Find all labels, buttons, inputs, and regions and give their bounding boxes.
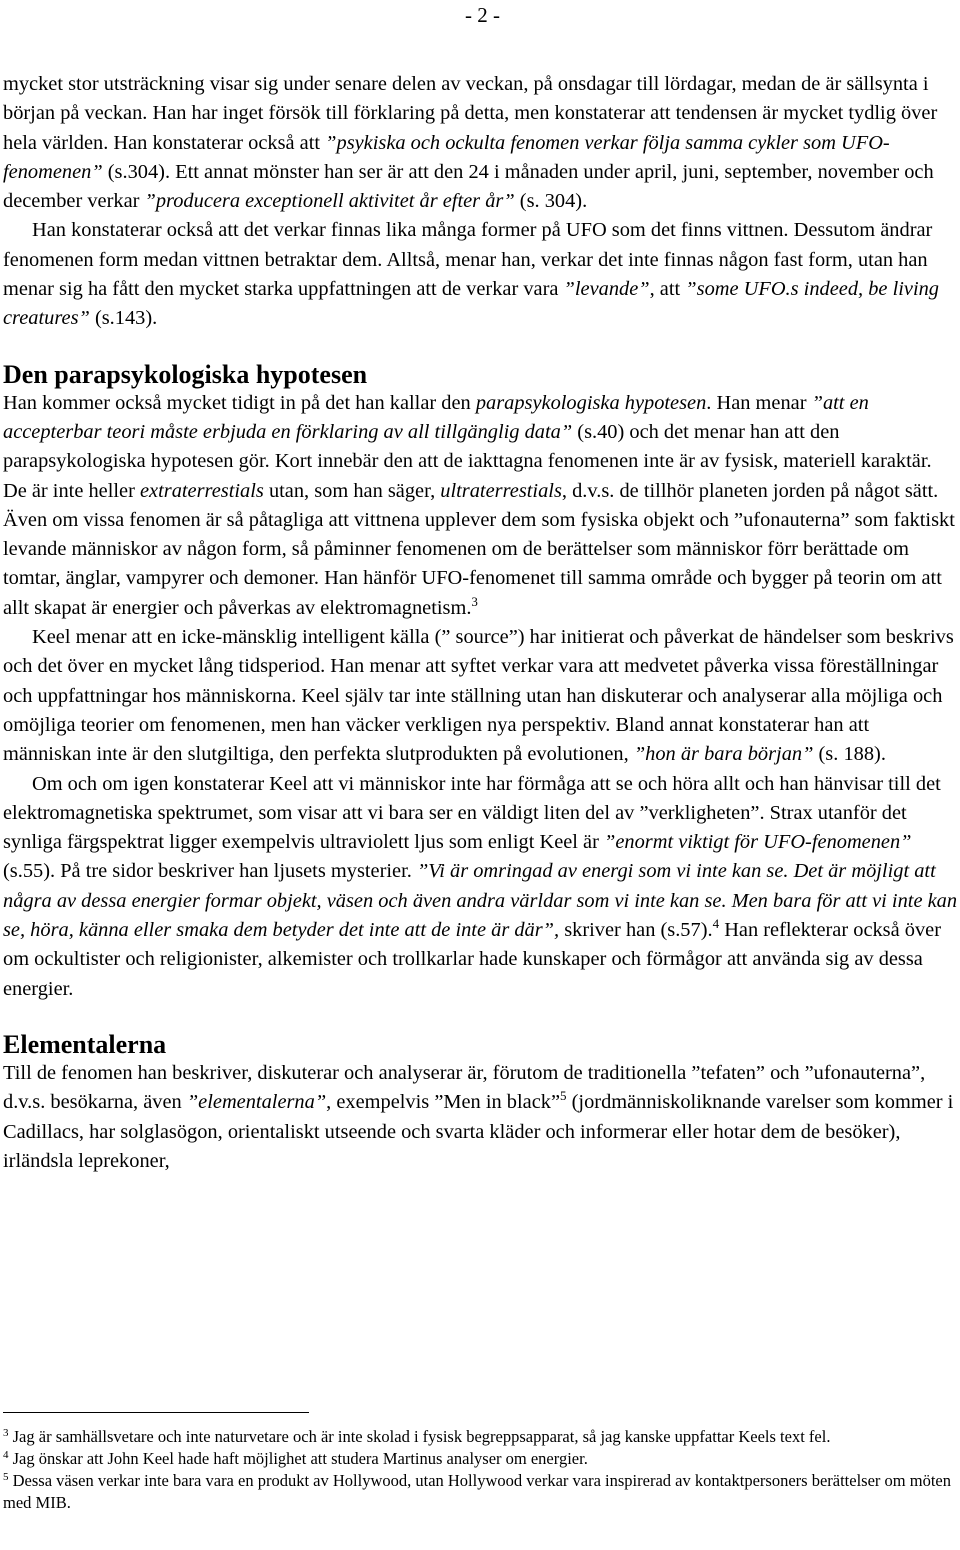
paragraph-6 bbox=[3, 1059, 959, 1176]
term-italic: extraterrestials bbox=[140, 479, 264, 502]
paragraph-3 bbox=[3, 389, 959, 623]
footnote-ref-3: 3 bbox=[471, 593, 478, 609]
footnote-separator bbox=[3, 1412, 309, 1413]
term-italic: ultraterrestials bbox=[440, 479, 562, 502]
text-run: utan, som han säger, bbox=[263, 479, 441, 502]
paragraph-1 bbox=[3, 70, 959, 216]
text-run: Om och om igen konstaterar Keel att vi människor inte har förmåga att se och höra allt och han hänvisar till det elektromagnetiska spektrumet, som visar att vi bara ser en väldigt liten del av ”verkligheten”. Strax utanför det synliga färgspektrat ligger exempelvis ultraviolett ljus som enligt Keel är bbox=[3, 772, 941, 854]
quote-italic: ”psykiska och ockulta fenomen verkar följa samma cykler som UFO-fenomenen” bbox=[3, 131, 890, 183]
paragraph-2 bbox=[3, 216, 959, 333]
page-number: - 2 - bbox=[465, 3, 500, 27]
text-run: (s. 304). bbox=[514, 190, 588, 213]
text-run: (s.304). Ett annat mönster han ser är att den 24 i månaden under april, juni, september, november och december verkar bbox=[3, 160, 934, 213]
footnote-number: 5 bbox=[3, 1471, 9, 1483]
text-run: Han kommer också mycket tidigt in på det han kallar den bbox=[3, 391, 476, 414]
quote-italic: ”Vi är omringad av energi som vi inte kan se. Det är möjligt att några av dessa energier formar objekt, väsen och även andra världar som vi inte kan se. Men bara för att vi inte kan se, höra, känna eller smaka dem betyder det inte att de inte är där”, bbox=[3, 860, 958, 942]
footnote-number: 3 bbox=[3, 1427, 9, 1439]
text-run: Keel menar att en icke-mänsklig intelligent källa (” source”) har initierat och påverkat de händelser som beskrivs och det över en mycket lång tidsperiod. Han menar att syftet verkar vara att medvetet påverka vissa föreställningar och uppfattningar hos människorna. Keel själv tar inte ställning utan han diskuterar och analyserar alla möjliga och omöjliga teorier om fenomenen, men han väcker verkligen nya perspektiv. Bland annat konstaterar han att människan inte är den slutgiltiga, den perfekta slutprodukten på evolutionen, bbox=[3, 626, 954, 766]
footnote-4 bbox=[3, 1448, 953, 1470]
footnotes bbox=[3, 1426, 953, 1514]
text-run: , d.v.s. de tillhör planeten jorden på något sätt. Även om vissa fenomen är så påtagliga att vittnena upplever dem som fysiska objekt och ”ufonauterna” som faktiskt levande människor av någon form, så påminner fenomenen om de berättelser som människor förr berättade om tomtar, änglar, vampyrer och demoner. Han hänför UFO-fenomenet till samma område och bygger på teorin om att allt skapat är energier och påverkas av elektromagnetism. bbox=[3, 479, 955, 619]
quote-italic: ”some UFO.s indeed, be living creatures” bbox=[3, 278, 940, 330]
text-run: (s. 188). bbox=[813, 743, 886, 766]
footnote-5 bbox=[3, 1470, 953, 1514]
text-run: skriver han (s.57). bbox=[559, 919, 713, 942]
footnote-number: 4 bbox=[3, 1449, 9, 1461]
quote-italic: ”hon är bara början” bbox=[633, 743, 814, 766]
term-italic: ”elementalerna” bbox=[186, 1091, 327, 1114]
spacer bbox=[3, 334, 959, 354]
text-run: . Han menar bbox=[706, 391, 812, 414]
paragraph-4 bbox=[3, 623, 959, 769]
quote-italic: ”enormt viktigt för UFO-fenomenen” bbox=[604, 831, 912, 854]
term-italic: parapsykologiska hypotesen bbox=[475, 391, 707, 414]
section-heading-parapsykologiska: Den parapsykologiska hypotesen bbox=[3, 359, 368, 389]
text-run: mycket stor utsträckning visar sig under senare delen av veckan, på onsdagar till lördagar, medan de är sällsynta i början på veckan. Han har inget försök till förklaring på detta, men konstaterar att tendensen är mycket tydlig över hela världen. Han konstaterar också att bbox=[3, 73, 938, 154]
quote-italic: ”levande” bbox=[563, 278, 650, 301]
text-run: , exempelvis ”Men in black” bbox=[326, 1091, 561, 1114]
footnote-text: Jag är samhällsvetare och inte naturvetare och är inte skolad i fysisk begreppsapparat, så jag kanske uppfattar Keels text fel. bbox=[8, 1427, 831, 1446]
text-run: (s.40) och det menar han att den parapsykologiska hypotesen gör. Kort innebär den att de iakttagna fenomenen inte är av fysisk, materiell karaktär. De är inte heller bbox=[3, 420, 932, 502]
footnote-ref-5: 5 bbox=[560, 1088, 567, 1104]
footnote-ref-4: 4 bbox=[712, 916, 720, 932]
text-run: (jordmänniskoliknande varelser som kommer i Cadillacs, har solglasögon, orientaliskt utseende och svarta kläder och informerar eller hotar dem de besöker), irländsla leprekoner, bbox=[3, 1091, 954, 1172]
quote-italic: ”producera exceptionell aktivitet år efter år” bbox=[144, 190, 515, 213]
section-heading-elementalerna: Elementalerna bbox=[3, 1029, 167, 1059]
paragraph-5 bbox=[3, 770, 959, 1004]
text-run: (s.143). bbox=[89, 307, 158, 330]
footnote-text: Dessa väsen verkar inte bara vara en produkt av Hollywood, utan Hollywood verkar vara inspirerad av kontaktpersoners berättelser om möten med MIB. bbox=[3, 1471, 951, 1512]
spacer bbox=[3, 1004, 959, 1024]
text-run: Han reflekterar också över om ockultister och religionister, alkemister och trollkarlar hade kunskaper och förmågor att använda sig av dessa energier. bbox=[3, 919, 942, 1000]
text-run: (s.55). På tre sidor beskriver han ljusets mysterier. bbox=[3, 860, 417, 883]
text-run: Till de fenomen han beskriver, diskuterar och analyserar är, förutom de traditionella ”tefaten” och ”ufonauterna”, d.v.s. besökarna, även bbox=[3, 1061, 926, 1114]
quote-italic: ”att en accepterbar teori måste erbjuda en förklaring av all tillgänglig data” bbox=[3, 391, 869, 443]
text-run: Han konstaterar också att det verkar finnas lika många former på UFO som det finns vittnen. Dessutom ändrar fenomenen form medan vittnen betraktar dem. Alltså, menar han, verkar det inte finnas någon fast form, utan han menar sig ha fått den mycket starka uppfattningen att de verkar vara bbox=[3, 219, 933, 301]
text-run: , att bbox=[649, 278, 686, 301]
body-text bbox=[3, 70, 959, 1176]
footnote-text: Jag önskar att John Keel hade haft möjlighet att studera Martinus analyser om energier. bbox=[8, 1449, 588, 1468]
footnote-3 bbox=[3, 1426, 953, 1448]
